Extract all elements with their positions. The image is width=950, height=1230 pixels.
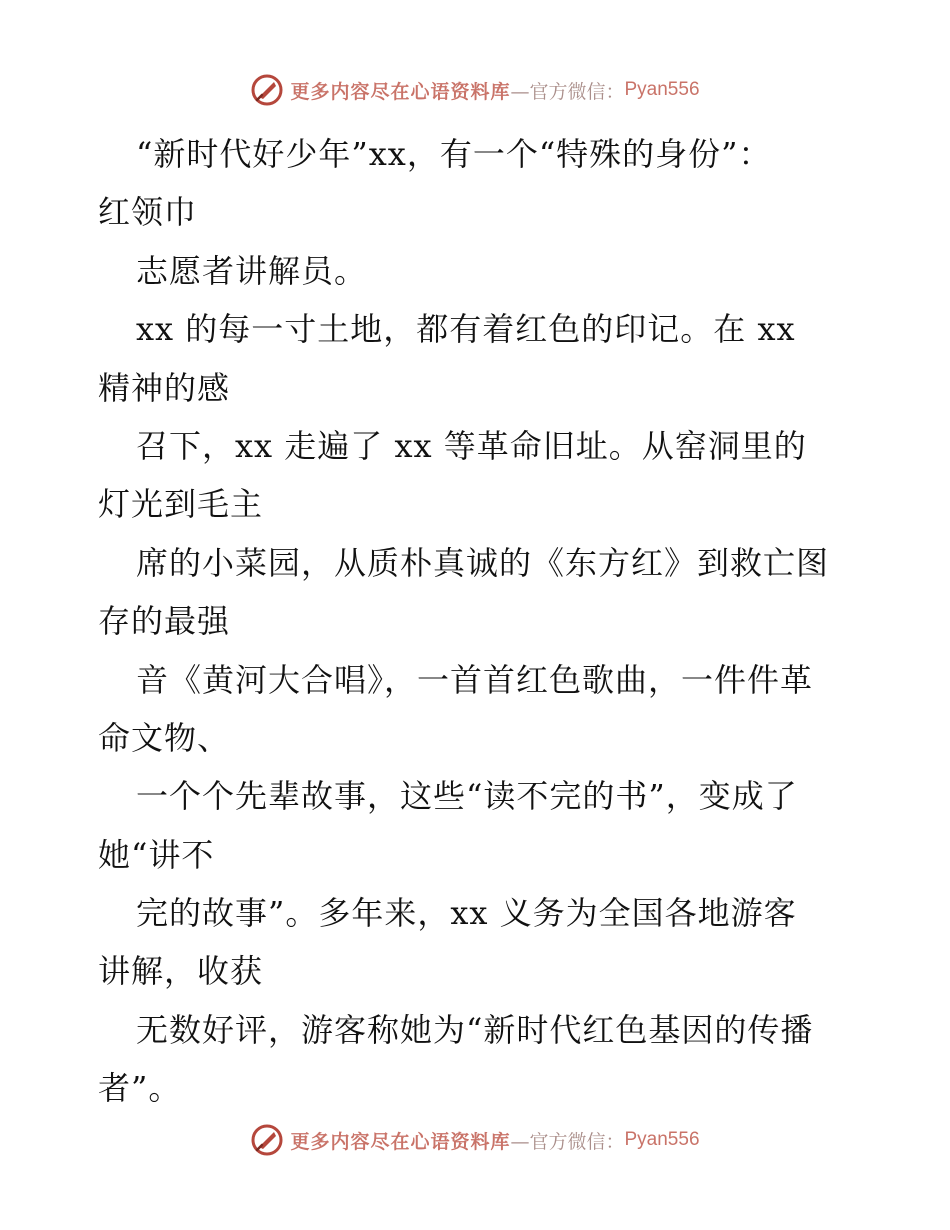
quill-logo-icon: [250, 1123, 284, 1157]
text-line: 完的故事”。多年来，xx 义务为全国各地游客: [136, 894, 797, 933]
text-line: 红领巾: [98, 193, 198, 232]
header-watermark: [0, 70, 950, 110]
text-line: 精神的感: [98, 368, 231, 407]
text-line: 讲解，收获: [98, 952, 264, 991]
watermark-wechat-id: Pyan556: [624, 1129, 700, 1150]
text-line: “新时代好少年”xx，有一个“特殊的身份”：: [136, 135, 772, 173]
text-line: 灯光到毛主: [98, 485, 264, 524]
text-line: 者”。: [98, 1069, 182, 1108]
quill-logo-icon: [250, 73, 284, 107]
text-line: 命文物、: [98, 718, 231, 757]
watermark-wechat-id: Pyan556: [624, 79, 700, 100]
footer-watermark: [0, 1120, 950, 1160]
text-line: 一个个先辈故事，这些“读不完的书”，变成了: [136, 777, 798, 816]
text-line: 音《黄河大合唱》，一首首红色歌曲，一件件革: [136, 660, 814, 699]
text-line: 无数好评，游客称她为“新时代红色基因的传播: [136, 1010, 814, 1049]
text-line: 召下，xx 走遍了 xx 等革命旧址。从窑洞里的: [136, 426, 807, 465]
text-line: xx 的每一寸土地，都有着红色的印记。在 xx: [136, 310, 796, 349]
document-body: [98, 125, 858, 1118]
text-line: 她“讲不: [98, 835, 215, 874]
text-line: 席的小菜园，从质朴真诚的《东方红》到救亡图: [136, 543, 830, 582]
text-line: 存的最强: [98, 602, 231, 641]
text-line: 志愿者讲解员。: [136, 251, 368, 290]
watermark-text: 更多内容尽在心语资料库: [290, 1130, 511, 1153]
watermark-text: 更多内容尽在心语资料库: [290, 80, 511, 103]
watermark-separator: —官方微信：: [510, 1130, 625, 1153]
watermark-separator: —官方微信：: [510, 80, 625, 103]
